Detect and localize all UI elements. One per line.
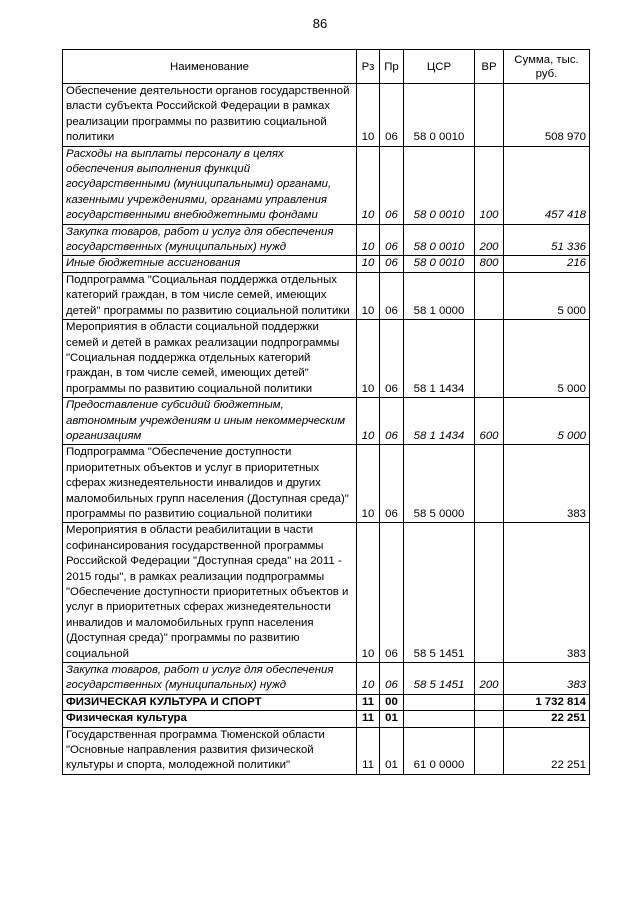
cell-vr bbox=[475, 445, 504, 523]
table-row bbox=[63, 146, 590, 224]
cell-rz: 11 bbox=[357, 711, 380, 727]
cell-vr bbox=[475, 727, 504, 774]
cell-csr: 58 1 1434 bbox=[404, 398, 475, 445]
cell-name: Закупка товаров, работ и услуг для обеспечения государственных (муниципальных) нужд bbox=[63, 224, 357, 256]
cell-rz: 10 bbox=[357, 146, 380, 224]
header-vr: ВР bbox=[475, 50, 504, 84]
cell-rz: 11 bbox=[357, 694, 380, 710]
cell-pr: 06 bbox=[380, 84, 404, 147]
cell-sum: 457 418 bbox=[504, 146, 590, 224]
cell-vr bbox=[475, 320, 504, 398]
cell-name: ФИЗИЧЕСКАЯ КУЛЬТУРА И СПОРТ bbox=[63, 694, 357, 710]
cell-csr: 58 5 1451 bbox=[404, 663, 475, 695]
table-row bbox=[63, 272, 590, 319]
cell-sum: 508 970 bbox=[504, 84, 590, 147]
cell-vr bbox=[475, 694, 504, 710]
budget-table bbox=[62, 49, 590, 775]
cell-name: Подпрограмма "Социальная поддержка отдельных категорий граждан, в том числе семей, имеющих детей" программы по развитию социальной политики bbox=[63, 272, 357, 319]
cell-vr bbox=[475, 523, 504, 663]
cell-name: Мероприятия в области реабилитации в части софинансирования государственной программы Российской Федерации "Доступная среда" на 2011 - 2015 годы", в рамках реализации подпрограммы "Обеспечение доступности приоритетных объектов и услуг в приоритетных сферах жизнедеятельности инвалидов и маломобильных групп населения (Доступная среда)" программы по развитию социальной bbox=[63, 523, 357, 663]
cell-vr: 200 bbox=[475, 224, 504, 256]
cell-vr: 600 bbox=[475, 398, 504, 445]
cell-sum: 383 bbox=[504, 445, 590, 523]
cell-vr: 800 bbox=[475, 256, 504, 272]
cell-pr: 06 bbox=[380, 398, 404, 445]
cell-rz: 10 bbox=[357, 320, 380, 398]
cell-csr: 58 0 0010 bbox=[404, 256, 475, 272]
table-row bbox=[63, 711, 590, 727]
table-row bbox=[63, 523, 590, 663]
cell-pr: 06 bbox=[380, 256, 404, 272]
table-header-row bbox=[63, 50, 590, 84]
table-row bbox=[63, 224, 590, 256]
cell-sum: 22 251 bbox=[504, 727, 590, 774]
cell-vr bbox=[475, 272, 504, 319]
cell-csr bbox=[404, 694, 475, 710]
cell-name: Обеспечение деятельности органов государственной власти субъекта Российской Федерации в рамках реализации программы по развитию социальной политики bbox=[63, 84, 357, 147]
table-row bbox=[63, 320, 590, 398]
cell-sum: 1 732 814 bbox=[504, 694, 590, 710]
cell-csr bbox=[404, 711, 475, 727]
cell-rz: 10 bbox=[357, 272, 380, 319]
header-name: Наименование bbox=[63, 50, 357, 84]
cell-sum: 5 000 bbox=[504, 398, 590, 445]
table-row bbox=[63, 663, 590, 695]
header-pr: Пр bbox=[380, 50, 404, 84]
cell-sum: 5 000 bbox=[504, 320, 590, 398]
cell-name: Мероприятия в области социальной поддержки семей и детей в рамках реализации подпрограммы "Социальная поддержка отдельных категорий граждан, в том числе семей, имеющих детей" программы по развитию социальной политики bbox=[63, 320, 357, 398]
cell-rz: 10 bbox=[357, 224, 380, 256]
cell-csr: 58 5 1451 bbox=[404, 523, 475, 663]
cell-rz: 10 bbox=[357, 398, 380, 445]
cell-rz: 10 bbox=[357, 663, 380, 695]
cell-pr: 00 bbox=[380, 694, 404, 710]
table-row bbox=[63, 256, 590, 272]
cell-pr: 06 bbox=[380, 272, 404, 319]
cell-vr: 200 bbox=[475, 663, 504, 695]
cell-vr bbox=[475, 711, 504, 727]
cell-name: Иные бюджетные ассигнования bbox=[63, 256, 357, 272]
cell-pr: 06 bbox=[380, 663, 404, 695]
cell-rz: 11 bbox=[357, 727, 380, 774]
cell-sum: 383 bbox=[504, 523, 590, 663]
cell-sum: 383 bbox=[504, 663, 590, 695]
cell-pr: 06 bbox=[380, 320, 404, 398]
cell-csr: 58 0 0010 bbox=[404, 84, 475, 147]
cell-vr bbox=[475, 84, 504, 147]
cell-csr: 58 5 0000 bbox=[404, 445, 475, 523]
cell-vr: 100 bbox=[475, 146, 504, 224]
table-row bbox=[63, 445, 590, 523]
cell-name: Предоставление субсидий бюджетным, автономным учреждениям и иным некоммерческим организациям bbox=[63, 398, 357, 445]
table-row bbox=[63, 84, 590, 147]
table-body bbox=[63, 84, 590, 775]
table-row bbox=[63, 694, 590, 710]
cell-csr: 58 0 0010 bbox=[404, 146, 475, 224]
cell-sum: 216 bbox=[504, 256, 590, 272]
cell-csr: 58 1 1434 bbox=[404, 320, 475, 398]
cell-name: Расходы на выплаты персоналу в целях обеспечения выполнения функций государственными (муниципальными) органами, казенными учреждениями, органами управления государственными внебюджетными фондами bbox=[63, 146, 357, 224]
cell-sum: 22 251 bbox=[504, 711, 590, 727]
page-number: 86 bbox=[312, 16, 328, 31]
cell-pr: 01 bbox=[380, 727, 404, 774]
cell-pr: 01 bbox=[380, 711, 404, 727]
cell-csr: 58 0 0010 bbox=[404, 224, 475, 256]
cell-sum: 5 000 bbox=[504, 272, 590, 319]
cell-csr: 61 0 0000 bbox=[404, 727, 475, 774]
cell-rz: 10 bbox=[357, 84, 380, 147]
cell-pr: 06 bbox=[380, 445, 404, 523]
cell-name: Закупка товаров, работ и услуг для обеспечения государственных (муниципальных) нужд bbox=[63, 663, 357, 695]
cell-rz: 10 bbox=[357, 523, 380, 663]
cell-name: Физическая культура bbox=[63, 711, 357, 727]
cell-rz: 10 bbox=[357, 445, 380, 523]
cell-pr: 06 bbox=[380, 523, 404, 663]
header-csr: ЦСР bbox=[404, 50, 475, 84]
cell-name: Государственная программа Тюменской области "Основные направления развития физической культуры и спорта, молодежной политики" bbox=[63, 727, 357, 774]
cell-sum: 51 336 bbox=[504, 224, 590, 256]
table-row bbox=[63, 727, 590, 774]
cell-rz: 10 bbox=[357, 256, 380, 272]
cell-pr: 06 bbox=[380, 224, 404, 256]
header-sum: Сумма, тыс. руб. bbox=[504, 50, 590, 84]
cell-csr: 58 1 0000 bbox=[404, 272, 475, 319]
header-rz: Рз bbox=[357, 50, 380, 84]
cell-pr: 06 bbox=[380, 146, 404, 224]
table-row bbox=[63, 398, 590, 445]
cell-name: Подпрограмма "Обеспечение доступности приоритетных объектов и услуг в приоритетных сферах жизнедеятельности инвалидов и других маломобильных групп населения (Доступная среда)" программы по развитию социальной политики bbox=[63, 445, 357, 523]
